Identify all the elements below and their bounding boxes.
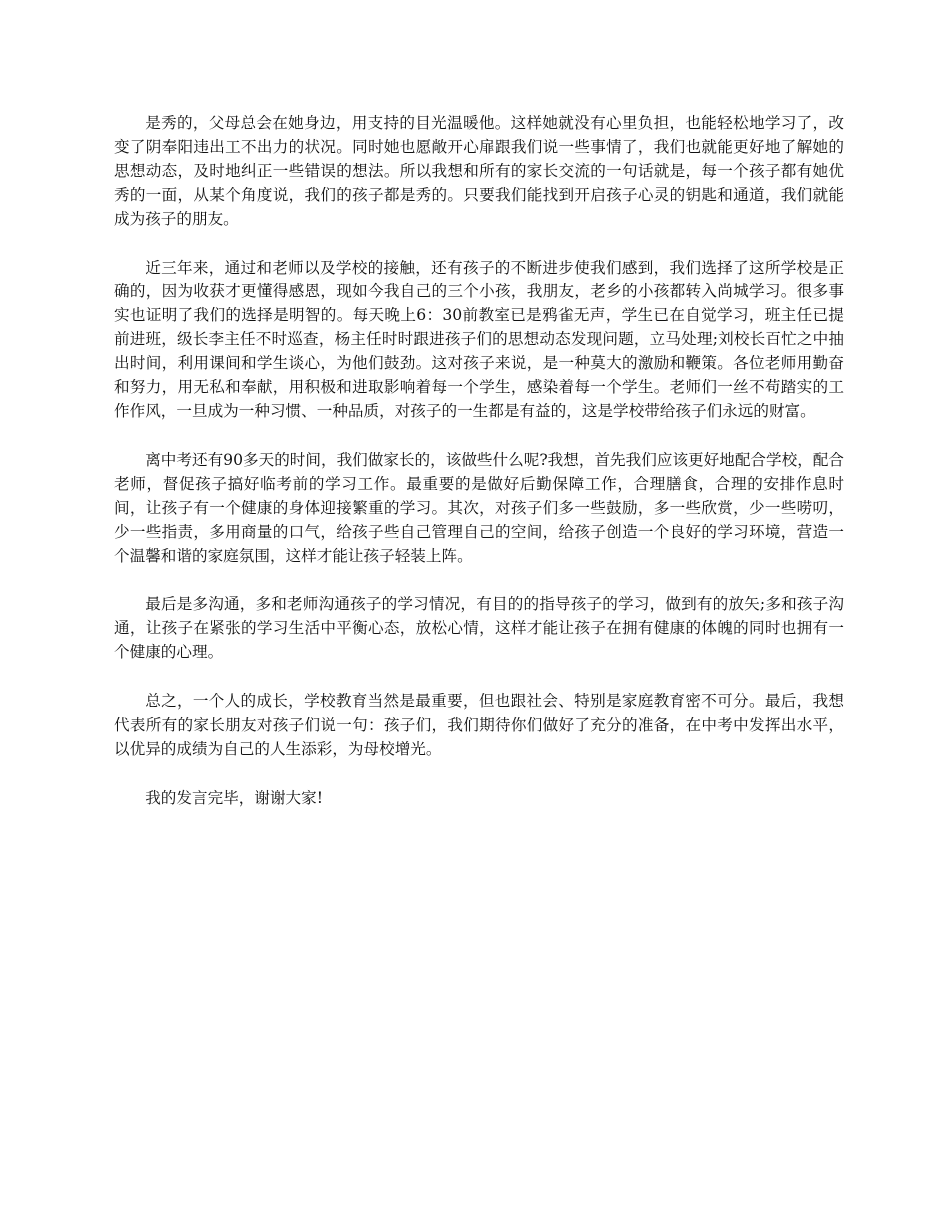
paragraph-2: 近三年来，通过和老师以及学校的接触，还有孩子的不断进步使我们感到，我们选择了这所学校是正确的，因为收获才更懂得感恩，现如今我自己的三个小孩，我朋友，老乡的小孩都转入尚城学习。很多事实也证明了我们的选择是明智的。每天晚上6：30前教室已是鸦雀无声，学生已在自觉学习，班主任已提前进班，级长李主任不时巡查，杨主任时时跟进孩子们的思想动态发现问题，立马处理;刘校长百忙之中抽出时间，利用课间和学生谈心，为他们鼓劲。这对孩子来说，是一种莫大的激励和鞭策。各位老师用勤奋和努力，用无私和奉献，用积极和进取影响着每一个学生，感染着每一个学生。老师们一丝不苟踏实的工作作风，一旦成为一种习惯、一种品质，对孩子的一生都是有益的，这是学校带给孩子们永远的财富。 xyxy=(114,258,844,420)
paragraph-3: 离中考还有90多天的时间，我们做家长的，该做些什么呢?我想，首先我们应该更好地配合学校，配合老师，督促孩子搞好临考前的学习工作。最重要的是做好后勤保障工作，合理膳食，合理的安排作息时间，让孩子有一个健康的身体迎接繁重的学习。其次，对孩子们多一些鼓励，多一些欣赏，少一些唠叨，少一些指责，多用商量的口气，给孩子些自己管理自己的空间，给孩子创造一个良好的学习环境，营造一个温馨和谐的家庭氛围，这样才能让孩子轻装上阵。 xyxy=(114,450,844,565)
document-page xyxy=(114,112,844,811)
paragraph-6: 我的发言完毕，谢谢大家! xyxy=(145,788,323,807)
paragraph-1: 是秀的，父母总会在她身边，用支持的目光温暖他。这样她就没有心里负担，也能轻松地学习了，改变了阴奉阳违出工不出力的状况。同时她也愿敞开心扉跟我们说一些事情了，我们也就能更好地了解她的思想动态，及时地纠正一些错误的想法。所以我想和所有的家长交流的一句话就是，每一个孩子都有她优秀的一面，从某个角度说，我们的孩子都是秀的。只要我们能找到开启孩子心灵的钥匙和通道，我们就能成为孩子的朋友。 xyxy=(114,114,844,228)
paragraph-4: 最后是多沟通，多和老师沟通孩子的学习情况，有目的的指导孩子的学习，做到有的放矢;多和孩子沟通，让孩子在紧张的学习生活中平衡心态，放松心情，这样才能让孩子在拥有健康的体魄的同时也拥有一个健康的心理。 xyxy=(114,595,844,662)
paragraph-5: 总之，一个人的成长，学校教育当然是最重要，但也跟社会、特别是家庭教育密不可分。最后，我想代表所有的家长朋友对孩子们说一句：孩子们，我们期待你们做好了充分的准备，在中考中发挥出水平，以优异的成绩为自己的人生添彩，为母校增光。 xyxy=(114,692,844,758)
